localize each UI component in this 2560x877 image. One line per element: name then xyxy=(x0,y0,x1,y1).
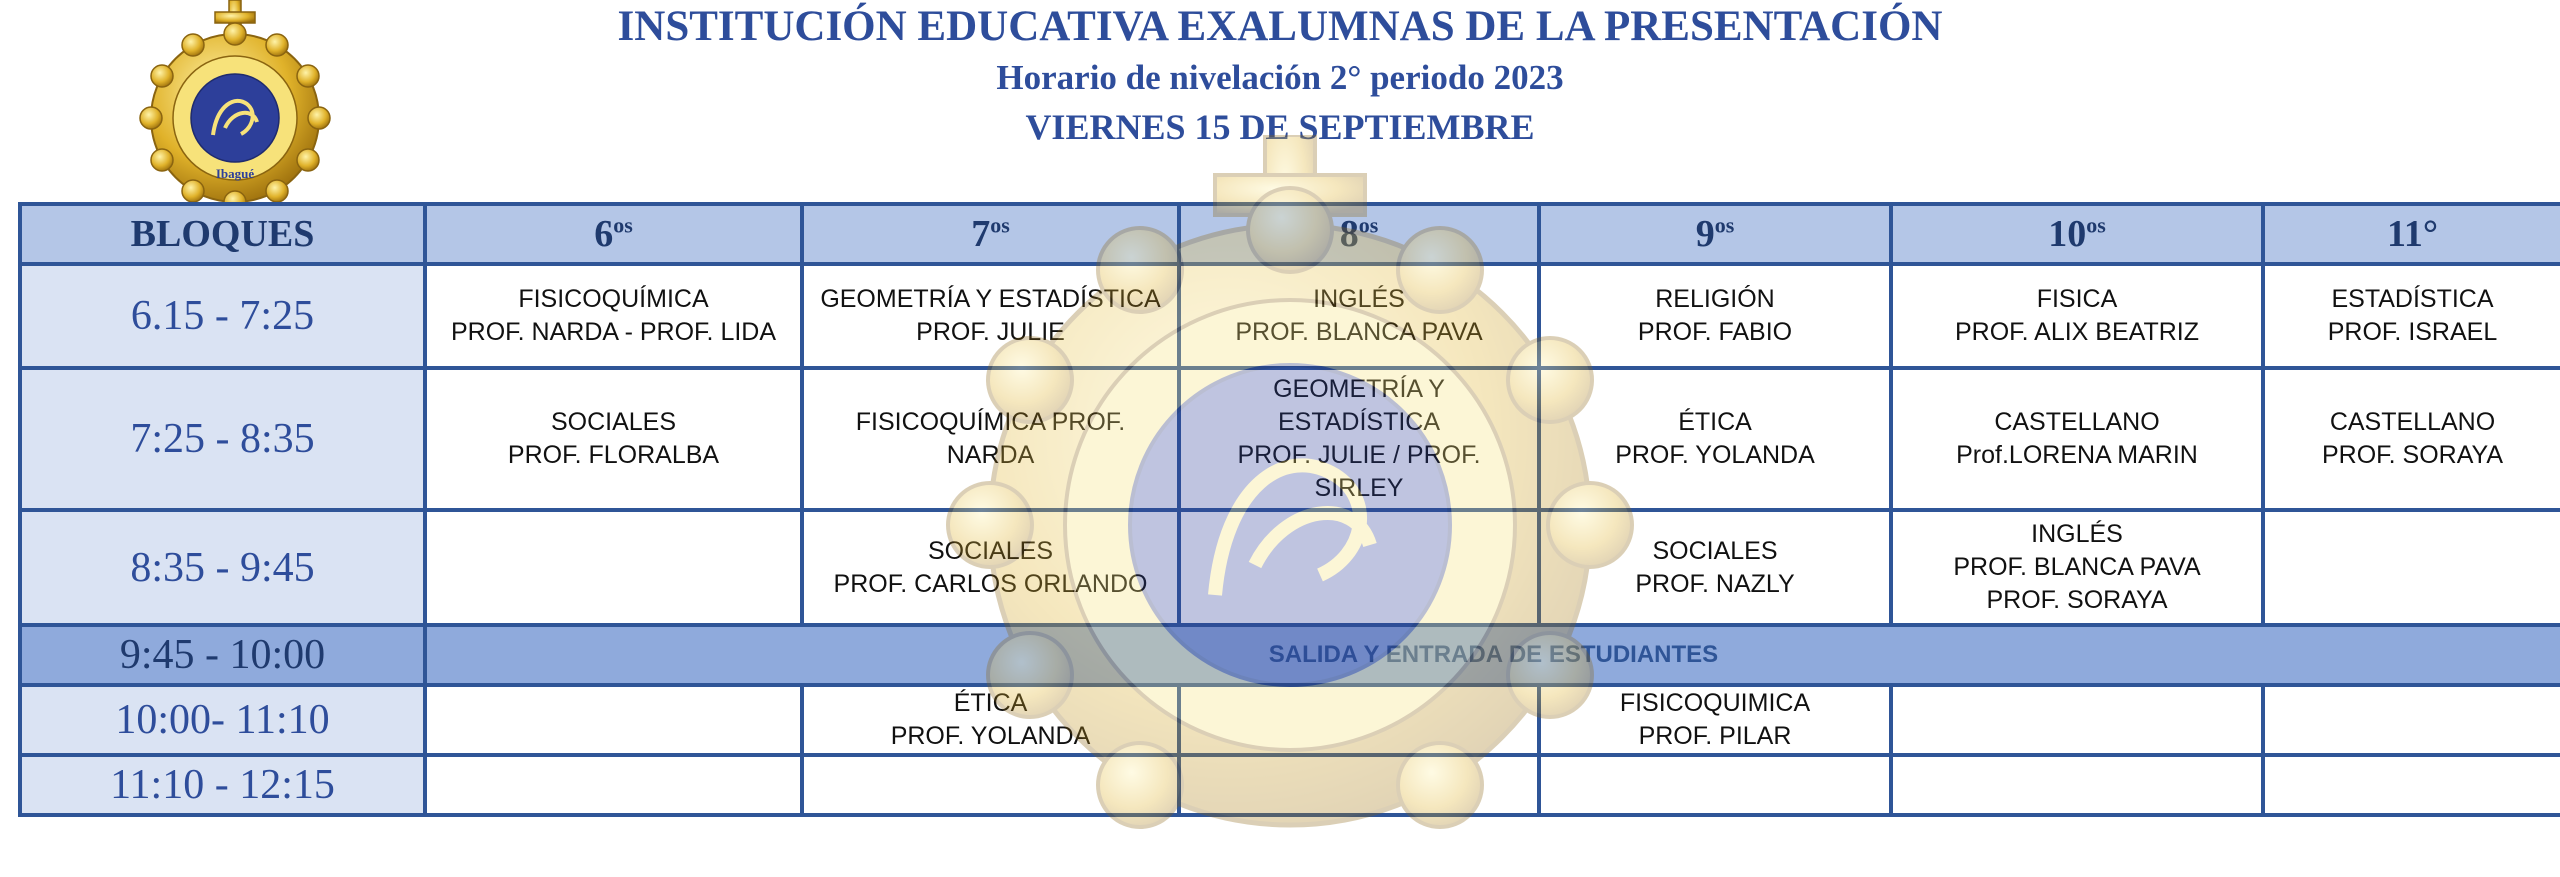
cell-subject: FISICOQUIMICA xyxy=(1619,689,1811,717)
header-bloques xyxy=(20,204,425,264)
institution-title: INSTITUCIÓN EDUCATIVA EXALUMNAS DE LA PRESENTACIÓN xyxy=(617,3,1943,50)
time-block: 7:25 - 8:35 xyxy=(20,368,425,510)
class-cell xyxy=(802,264,1179,368)
empty-cell xyxy=(1179,685,1539,755)
class-cell xyxy=(802,510,1179,625)
header-grade xyxy=(1539,204,1891,264)
cell-subject: INGLÉS xyxy=(2031,520,2123,548)
empty-cell xyxy=(2263,510,2560,625)
break-label: SALIDA Y ENTRADA DE ESTUDIANTES xyxy=(425,625,2560,685)
table-row xyxy=(20,368,2560,510)
cell-line: PROF. NARDA - PROF. LIDA xyxy=(450,318,777,346)
header-label: 10 xyxy=(2048,213,2087,255)
table-row xyxy=(20,685,2560,755)
time-block: 10:00- 11:10 xyxy=(20,685,425,755)
cell-line: SIRLEY xyxy=(1314,474,1404,502)
header-label: 6 xyxy=(594,213,614,255)
cell-line: NARDA xyxy=(946,441,1035,469)
table-row xyxy=(20,755,2560,815)
schedule-subtitle: Horario de nivelación 2° periodo 2023 xyxy=(996,58,1564,97)
empty-cell xyxy=(1179,510,1539,625)
cell-subject: RELIGIÓN xyxy=(1655,285,1775,313)
cell-subject: SOCIALES xyxy=(927,536,1054,565)
class-cell xyxy=(1539,685,1891,755)
cell-line: PROF. FLORALBA xyxy=(507,441,720,469)
header-superscript: os xyxy=(1714,212,1735,238)
cell-subject: CASTELLANO xyxy=(1994,408,2160,436)
header-grade xyxy=(2263,204,2560,264)
empty-cell xyxy=(1891,685,2263,755)
class-cell xyxy=(425,264,802,368)
cell-subject: GEOMETRÍA Y xyxy=(1273,375,1445,403)
cell-subject: ÉTICA xyxy=(953,689,1028,717)
class-cell xyxy=(1891,368,2263,510)
class-cell xyxy=(1179,264,1539,368)
header-superscript: os xyxy=(2086,212,2106,238)
cell-line: PROF. BLANCA PAVA xyxy=(1235,318,1483,346)
empty-cell xyxy=(2263,685,2560,755)
class-cell xyxy=(2263,264,2560,368)
class-cell xyxy=(802,368,1179,510)
class-cell xyxy=(2263,368,2560,510)
class-cell xyxy=(1539,368,1891,510)
empty-cell xyxy=(425,755,802,815)
time-block: 11:10 - 12:15 xyxy=(20,755,425,815)
cell-line: ESTADÍSTICA xyxy=(1277,408,1441,436)
header-superscript: os xyxy=(990,212,1010,238)
document-header xyxy=(0,0,2560,200)
cell-line: PROF. ALIX BEATRIZ xyxy=(1954,318,2200,346)
logo-city-text: Ibagué xyxy=(215,166,255,181)
table-row xyxy=(20,264,2560,368)
schedule-table xyxy=(18,202,2560,817)
cell-line: PROF. CARLOS ORLANDO xyxy=(833,569,1148,598)
header-grade xyxy=(802,204,1179,264)
empty-cell xyxy=(1179,755,1539,815)
cell-subject: ESTADÍSTICA xyxy=(2331,285,2494,313)
cell-line: PROF. YOLANDA xyxy=(1615,441,1815,469)
class-cell xyxy=(802,685,1179,755)
empty-cell xyxy=(2263,755,2560,815)
header-superscript: os xyxy=(613,212,633,238)
cell-line: PROF. PILAR xyxy=(1638,722,1792,750)
header-superscript: os xyxy=(1358,212,1379,238)
schedule-date: VIERNES 15 DE SEPTIEMBRE xyxy=(1025,107,1535,147)
header-label: BLOQUES xyxy=(130,213,315,255)
header-label: 11° xyxy=(2386,213,2439,255)
cell-subject: FISICOQUÍMICA PROF. xyxy=(855,408,1126,436)
header-grade xyxy=(1179,204,1539,264)
school-logo xyxy=(135,0,335,215)
cell-subject: FISICA xyxy=(2036,285,2118,313)
time-block: 6.15 - 7:25 xyxy=(20,264,425,368)
header-label: 8 xyxy=(1339,213,1359,255)
class-cell xyxy=(1179,368,1539,510)
cell-line: PROF. SORAYA xyxy=(1986,586,2168,614)
cell-line: PROF. BLANCA PAVA xyxy=(1953,553,2201,581)
header-grade xyxy=(425,204,802,264)
empty-cell xyxy=(802,755,1179,815)
empty-cell xyxy=(425,510,802,625)
cell-subject: FISICOQUÍMICA xyxy=(518,285,709,313)
cell-subject: CASTELLANO xyxy=(2329,408,2496,436)
cell-subject: SOCIALES xyxy=(1652,536,1778,565)
class-cell xyxy=(1891,510,2263,625)
class-cell xyxy=(425,368,802,510)
class-cell xyxy=(1539,264,1891,368)
time-block: 9:45 - 10:00 xyxy=(20,625,425,685)
cell-line: PROF. ISRAEL xyxy=(2327,318,2498,346)
break-row xyxy=(20,625,2560,685)
empty-cell xyxy=(425,685,802,755)
cell-line: PROF. FABIO xyxy=(1637,318,1793,346)
header-grade xyxy=(1891,204,2263,264)
header-label: 7 xyxy=(971,213,991,255)
cell-subject: SOCIALES xyxy=(550,408,677,436)
table-row xyxy=(20,510,2560,625)
cell-subject: GEOMETRÍA Y ESTADÍSTICA xyxy=(820,285,1161,313)
cell-line: PROF. JULIE xyxy=(916,318,1065,346)
header-row xyxy=(20,204,2560,264)
time-block: 8:35 - 9:45 xyxy=(20,510,425,625)
class-cell xyxy=(1891,264,2263,368)
cell-subject: ÉTICA xyxy=(1678,408,1752,436)
cell-line: PROF. YOLANDA xyxy=(890,722,1091,750)
cell-line: PROF. JULIE / PROF. xyxy=(1237,441,1481,469)
empty-cell xyxy=(1539,755,1891,815)
cell-line: Prof.LORENA MARIN xyxy=(1956,441,2198,469)
cell-line: PROF. NAZLY xyxy=(1635,569,1795,598)
empty-cell xyxy=(1891,755,2263,815)
cell-subject: INGLÉS xyxy=(1313,285,1405,313)
class-cell xyxy=(1539,510,1891,625)
cell-line: PROF. SORAYA xyxy=(2321,441,2504,469)
header-label: 9 xyxy=(1695,213,1715,255)
